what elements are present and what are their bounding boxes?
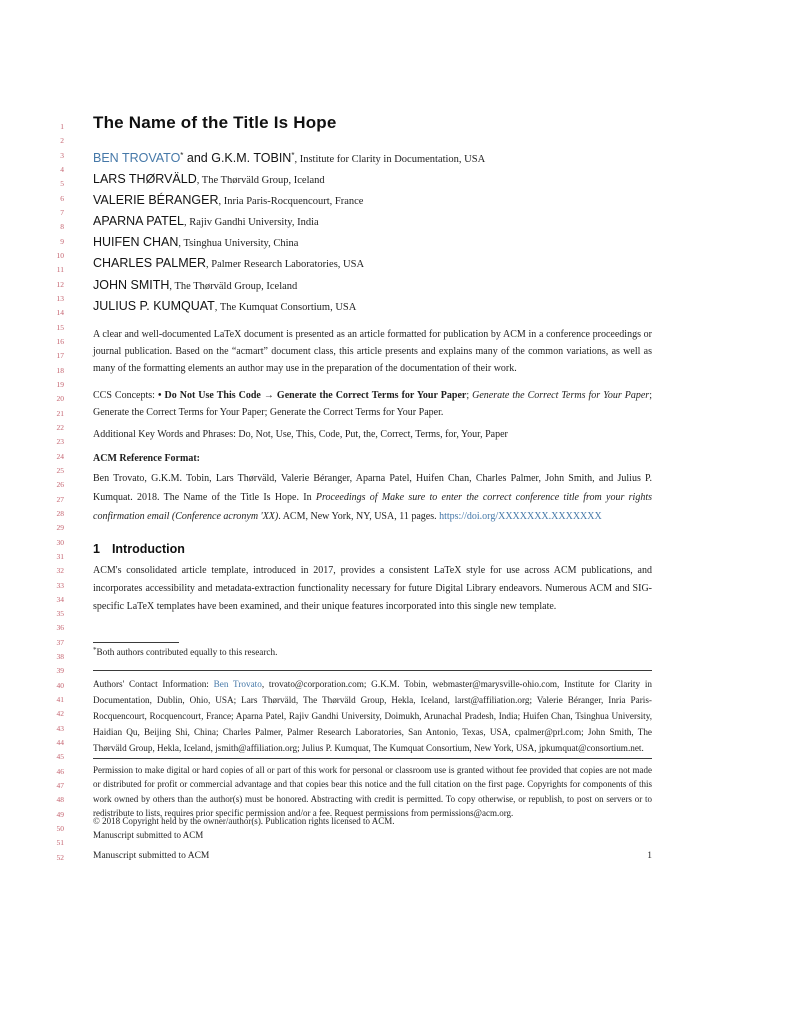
manuscript-note: Manuscript submitted to ACM	[93, 830, 204, 840]
author-name: JOHN SMITH	[93, 277, 170, 292]
author-affiliation: , The Thørväld Group, Iceland	[196, 175, 325, 187]
footnote-marker: *	[93, 646, 97, 654]
author-line	[93, 274, 652, 295]
abstract: A clear and well-documented LaTeX document is presented as an article formatted for publication by ACM in a conference proceedings or journal publication. Based on the “acmart” document class, this article presents and explains many of the common variations, as well as many of the formatting elements an author may use in the preparation of the documentation of their work.	[93, 329, 652, 374]
contact-author-link[interactable]: Ben Trovato	[213, 679, 262, 689]
author-footnote-marker: *	[291, 151, 295, 160]
author-line	[93, 168, 652, 189]
footnote-text: Both authors contributed equally to this research.	[96, 647, 278, 657]
permission-rule	[93, 758, 652, 759]
reference-text: . ACM, New York, NY, USA, 11 pages.	[278, 511, 440, 522]
section-heading-introduction	[93, 542, 652, 556]
ccs-separator: ;	[466, 390, 473, 401]
acm-reference-header: ACM Reference Format:	[93, 453, 200, 464]
author-name: CHARLES PALMER	[93, 256, 206, 271]
authors-contact	[93, 676, 652, 756]
author-block	[93, 147, 652, 316]
copyright-line: © 2018 Copyright held by the owner/author(s). Publication rights licensed to ACM.	[93, 816, 395, 826]
author-line	[93, 295, 652, 316]
ccs-concepts	[93, 388, 652, 422]
paper-title: The Name of the Title Is Hope	[93, 113, 337, 132]
author-name: HUIFEN CHAN	[93, 235, 179, 250]
section-number: 1	[93, 542, 100, 556]
page-number: 1	[647, 851, 652, 861]
author-line	[93, 189, 652, 210]
author-line	[93, 210, 652, 231]
contact-rule	[93, 670, 652, 671]
author-name: and G.K.M. TOBIN	[183, 151, 292, 165]
author-line	[93, 252, 652, 273]
introduction-paragraph: ACM's consolidated article template, introduced in 2017, provides a consistent LaTeX style for use across ACM publications, and incorporates accessibility and metadata-extraction functionality necessary for future Digital Library endeavors. Numerous ACM and SIG-specific LaTeX templates have been examined, and their unique features incorporated into this single new template.	[93, 565, 652, 612]
footnote-rule	[93, 642, 179, 643]
author-line	[93, 231, 652, 252]
author-name: LARS THØRVÄLD	[93, 172, 197, 187]
author-affiliation: , The Thørväld Group, Iceland	[169, 280, 298, 292]
reference-text: Ben Trovato, G.K.M. Tobin, Lars Thørväld, Valerie Béranger, Aparna Patel, Huifen Chan, Charles Palmer, John Smith, and Julius P. Kumquat. 2018. The Name of the Title Is Hope. In	[93, 473, 652, 503]
margin-line-numbers: 1 2 3 4 5 6 7 8 9 10 11 12 13 14 15 16 17 18 19 20 21 22 23 24 25 26 27 28 29 30 31 32 33 34 35 36 37 38 39 40 41 42 43 44 45 46 47 48 49 50 51 52	[56, 122, 64, 862]
doi-link[interactable]: https://doi.org/XXXXXXX.XXXXXXX	[439, 511, 602, 522]
author-link-ben-trovato[interactable]: BEN TROVATO	[93, 151, 181, 165]
footer-left-text: Manuscript submitted to ACM	[93, 851, 210, 861]
ccs-rest: ; Generate the Correct Terms for Your Paper; Generate the Correct Terms for Your Paper.	[93, 390, 652, 418]
contact-text: , trovato@corporation.com; G.K.M. Tobin, webmaster@marysville-ohio.com, Institute for Clarity in Documentation, Dublin, Ohio, USA; Lars Thørväld, The Thørväld Group, Hekla, Iceland, larst@affiliation.org; Valerie Béranger, Inria Paris-Rocquencourt, Rocquencourt, France; Aparna Patel, Rajiv Gandhi University, Doimukh, Arunachal Pradesh, India; Huifen Chan, Tsinghua University, Haidian Qu, Beijing Shi, China; Charles Palmer, Palmer Research Laboratories, San Antonio, Texas, USA, cpalmer@prl.com; John Smith, The Thørväld Group, Hekla, Iceland, jsmith@affiliation.org; Julius P. Kumquat, The Kumquat Consortium, New York, USA, jpkumquat@consortium.net.	[93, 679, 652, 754]
contact-label: Authors' Contact Information:	[93, 679, 214, 689]
author-line	[93, 147, 652, 168]
author-affiliation: , Tsinghua University, China	[178, 238, 299, 250]
author-name: APARNA PATEL	[93, 214, 185, 229]
ccs-bold-concept: • Do Not Use This Code → Generate the Correct Terms for Your Paper	[157, 390, 467, 401]
ccs-label: CCS Concepts:	[93, 390, 158, 401]
ccs-italic-concept: Generate the Correct Terms for Your Paper	[472, 390, 650, 401]
author-footnote-marker: *	[180, 151, 184, 160]
author-affiliation: , Institute for Clarity in Documentation, USA	[294, 154, 486, 165]
author-affiliation: , The Kumquat Consortium, USA	[214, 301, 357, 313]
keywords: Additional Key Words and Phrases: Do, Not, Use, This, Code, Put, the, Correct, Terms, for, Your, Paper	[93, 429, 508, 440]
author-affiliation: , Rajiv Gandhi University, India	[184, 217, 319, 229]
author-name: VALERIE BÉRANGER	[93, 193, 219, 208]
author-name: JULIUS P. KUMQUAT	[93, 298, 215, 313]
acm-reference	[93, 469, 652, 526]
author-affiliation: , Inria Paris-Rocquencourt, France	[218, 196, 364, 208]
permission-notice: Permission to make digital or hard copies of all or part of this work for personal or classroom use is granted without fee provided that copies are not made or distributed for profit or commercial advantage and that copies bear this notice and the full citation on the first page. Copyrights for components of this work owned by others than the author(s) must be honored. Abstracting with credit is permitted. To copy otherwise, or republish, to post on servers or to redistribute to lists, requires prior specific permission and/or a fee. Request permissions from permissions@acm.org.	[93, 765, 652, 819]
footnote	[93, 647, 652, 657]
reference-proceedings-title: Proceedings of Make sure to enter the correct conference title from your rights confirmation email (Conference acronym 'XX)	[93, 492, 652, 522]
section-title: Introduction	[111, 542, 185, 556]
footer	[93, 851, 652, 861]
author-affiliation: , Palmer Research Laboratories, USA	[206, 259, 365, 271]
